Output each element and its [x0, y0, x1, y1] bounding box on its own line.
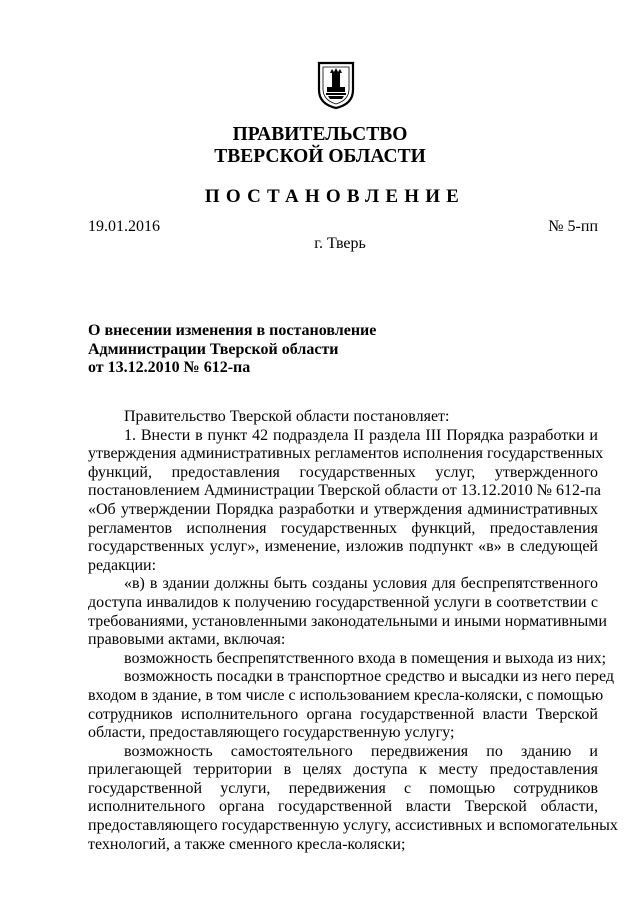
body-line: регламентов исполнения государственных функций, предоставления: [88, 519, 598, 537]
document-date: 19.01.2016: [88, 218, 160, 235]
body-line: «в) в здании должны быть созданы условия для беспрепятственного: [124, 575, 598, 593]
subject-line: О внесении изменения в постановление: [88, 322, 377, 339]
body-line: функций, предоставления государственных услуг, утвержденного: [88, 463, 598, 481]
subject-line: Администрации Тверской области: [88, 340, 339, 358]
document-type: ПОСТАНОВЛЕНИЕ: [204, 186, 466, 207]
tver-coat-of-arms-icon: [316, 60, 356, 110]
body-line: технологий, а также сменного кресла-коляски;: [88, 835, 406, 853]
document-subject: [88, 322, 408, 378]
body-line: сотрудников исполнительного органа государственной власти Тверской: [88, 705, 598, 723]
body-line: «Об утверждении Порядка разработки и утверждения административных: [88, 500, 598, 518]
body-line: редакции:: [88, 556, 157, 574]
body-line: возможность беспрепятственного входа в помещения и выхода из них;: [124, 649, 607, 667]
document-body: [88, 408, 618, 854]
body-line: доступа инвалидов к получению государственной услуги в соответствии с: [88, 593, 598, 611]
body-line: Правительство Тверской области постановляет:: [124, 408, 450, 425]
government-name-line1: ПРАВИТЕЛЬСТВО: [232, 124, 408, 145]
body-line: требованиями, установленными законодательными и иными нормативными: [88, 612, 607, 630]
body-line: возможность самостоятельного передвижения по зданию и: [124, 742, 598, 760]
body-line: 1. Внести в пункт 42 подраздела II раздела III Порядка разработки и: [124, 426, 598, 444]
body-line: входом в здание, в том числе с использованием кресла-коляски, с помощью: [88, 686, 604, 704]
body-line: правовыми актами, включая:: [88, 631, 286, 649]
document-city: г. Тверь: [314, 235, 366, 252]
body-line: утверждения административных регламентов исполнения государственных: [88, 445, 604, 463]
body-line: области, предоставляющего государственную услугу;: [88, 724, 455, 742]
body-line: государственной услуги, передвижения с помощью сотрудников: [88, 779, 598, 797]
body-line: предоставляющего государственную услугу, ассистивных и вспомогательных: [88, 817, 618, 835]
government-name-line2: ТВЕРСКОЙ ОБЛАСТИ: [214, 146, 426, 167]
body-line: государственных услуг», изменение, изложив подпункт «в» в следующей: [88, 538, 598, 556]
body-line: возможность посадки в транспортное средство и высадки из него перед: [124, 668, 615, 686]
body-line: постановлением Администрации Тверской области от 13.12.2010 № 612-па: [88, 482, 601, 500]
body-line: исполнительного органа государственной власти Тверской области,: [88, 798, 598, 816]
subject-line: от 13.12.2010 № 612-па: [88, 359, 251, 376]
document-number: № 5-пп: [548, 218, 598, 235]
body-line: прилегающей территории в целях доступа к месту предоставления: [88, 761, 598, 779]
